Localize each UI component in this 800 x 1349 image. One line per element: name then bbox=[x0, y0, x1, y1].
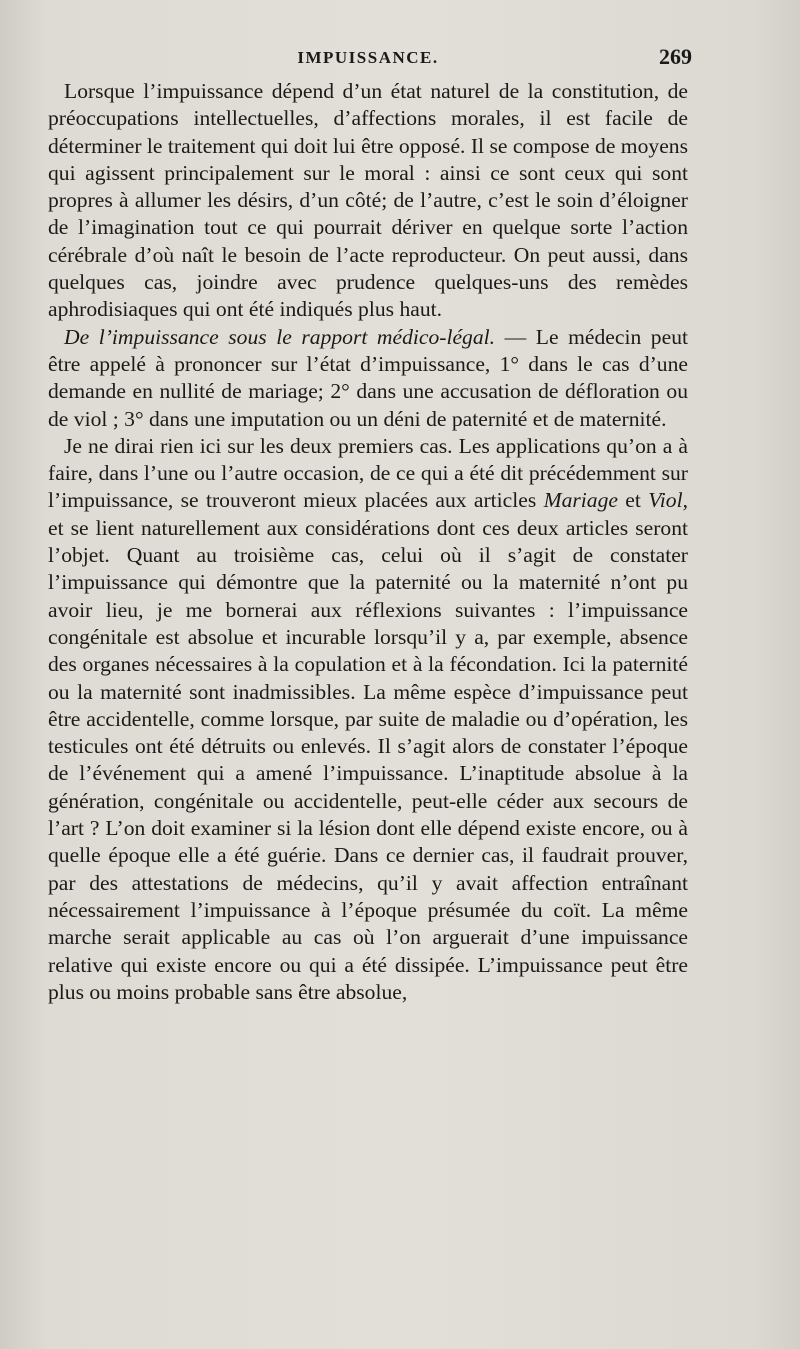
section-heading: De l’impuissance sous le rapport médico-légal. bbox=[64, 324, 496, 349]
running-head-title: IMPUISSANCE. bbox=[297, 48, 439, 67]
paragraph-1-text: Lorsque l’impuissance dépend d’un état naturel de la constitution, de préoccupations intellectuelles, d’affections morales, il est facile de déterminer le traitement qui doit lui être opposé. Il se compose de moyens qui agissent principalement sur le moral : ainsi ce sont ceux qui sont propres à allumer les désirs, d’un côté; de l’autre, c’est le soin d’éloigner de l’imagination tout ce qui pourrait dériver en quelque sorte l’action cérébrale d’où naît le besoin de l’acte reproducteur. On peut aussi, dans quelques cas, joindre avec prudence quelques-uns des remèdes aphrodisiaques qui ont été indiqués plus haut. bbox=[48, 79, 688, 322]
paragraph-2 bbox=[48, 324, 688, 433]
cross-reference-mariage: Mariage bbox=[543, 488, 618, 513]
body-text bbox=[48, 78, 688, 1006]
paragraph-3 bbox=[48, 433, 688, 1006]
paragraph-3-text-before: Je ne dirai rien ici sur les deux premiers cas. Les applications qu’on a à faire, dans l’une ou l’autre occasion, de ce qui a été dit précédemment sur l’impuissance, se trouveront mieux placées aux articles bbox=[48, 433, 688, 513]
paragraph-3-text-after: , et se lient naturellement aux considérations dont ces deux articles seront l’objet. Quant au troisième cas, celui où il s’agit de constater l’impuissance qui démontre que la paternité ou la maternité n’ont pu avoir lieu, je me bornerai aux réflexions suivantes : l’impuissance congénitale est absolue et incurable lorsqu’il y a, par exemple, absence des organes nécessaires à la copulation et à la fécondation. Ici la paternité ou la maternité sont inadmissibles. La même espèce d’impuissance peut être accidentelle, comme lorsque, par suite de maladie ou d’opération, les testicules ont été détruits ou enlevés. Il s’agit alors de constater l’époque de l’événement qui a amené l’impuissance. L’inaptitude absolue à la génération, congénitale ou accidentelle, peut-elle céder aux secours de l’art ? L’on doit examiner si la lésion dont elle dépend existe encore, ou à quelle époque elle a été guérie. Dans ce dernier cas, il faudrait prouver, par des attestations de médecins, qu’il y avait affection entraînant nécessairement l’impuissance à l’époque présumée du coït. La même marche serait applicable au cas où l’on arguerait d’une impuissance relative qui existe encore ou qui a été dissipée. L’impuissance peut être plus ou moins probable sans être absolue, bbox=[48, 488, 688, 1004]
page-number: 269 bbox=[659, 44, 692, 69]
running-head bbox=[48, 44, 692, 74]
paragraph-3-text-mid: et bbox=[617, 488, 649, 513]
paragraph-2-text: — Le médecin peut être appelé à prononcer sur l’état d’impuissance, 1° dans le cas d’une demande en nullité de mariage; 2° dans une accusation de défloration ou de viol ; 3° dans une imputation ou un déni de paternité et de maternité. bbox=[48, 324, 688, 431]
paragraph-1 bbox=[48, 78, 688, 324]
cross-reference-viol: Viol bbox=[648, 488, 683, 513]
